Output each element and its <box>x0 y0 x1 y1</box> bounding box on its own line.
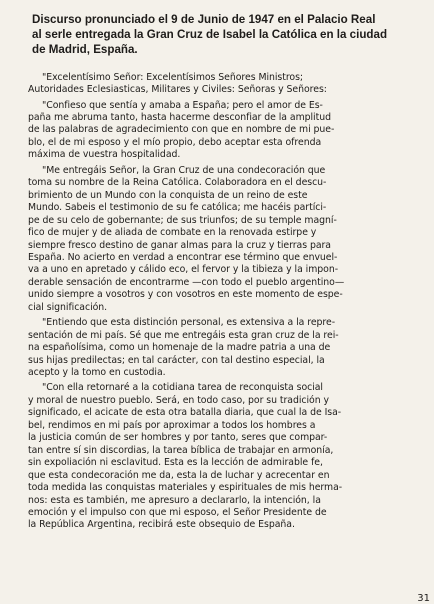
heading-line: al serle entregada la Gran Cruz de Isabel la Católica en la ciudad <box>32 28 388 42</box>
text-line: España. No acierto en verdad a encontrar ese término que envuel- <box>28 251 338 263</box>
text-line: bel, rendimos en mi país por aproximar a todos los hombres a <box>28 419 316 431</box>
text-line: acepto y la tomo en custodia. <box>28 367 166 379</box>
text-line: Mundo. Sabeis el testimonio de su fe católica; me hacéis partíci- <box>28 202 327 214</box>
text-line: Autoridades Eclesiasticas, Militares y Civiles: Señoras y Señores: <box>28 84 327 96</box>
text-line: pe de su celo de gobernante; de sus triunfos; de su temple magní- <box>28 214 337 226</box>
text-line: y moral de nuestro pueblo. Será, en todo caso, por su tradición y <box>28 394 329 406</box>
text-line: paña me abruma tanto, hasta hacerme desconfiar de la amplitud <box>28 111 331 123</box>
text-line: sin expoliación ni esclavitud. Esta es la lección de admirable fe, <box>28 457 323 469</box>
page-number: 31 <box>417 593 430 604</box>
text-line: blo, el de mi esposo y el mío propio, debo aceptar esta ofrenda <box>28 136 322 148</box>
text-line: la justicia común de ser hombres y por tanto, seres que compar- <box>28 432 328 444</box>
heading-line: de Madrid, España. <box>32 43 138 57</box>
text-line: significado, el acicate de esta otra batalla diaria, que cual la de Isa- <box>28 407 342 419</box>
paragraph-salutation <box>28 72 420 97</box>
text-line: máxima de vuestra hospitalidad. <box>28 149 181 161</box>
text-line: la República Argentina, recibirá este obsequio de España. <box>28 519 295 531</box>
text-line: fico de mujer y de aliada de combate en la renovada estirpe y <box>28 227 317 239</box>
text-line: "Excelentísimo Señor: Excelentísimos Señores Ministros; <box>42 71 304 83</box>
text-line: sus hijas predilectas; en tal carácter, con tal destino especial, la <box>28 354 325 366</box>
speech-heading <box>32 12 420 58</box>
text-line: cial significación. <box>28 301 108 313</box>
paragraph-gran-cruz <box>28 165 420 314</box>
text-line: tan entre sí sin discordias, la tarea bíblica de trabajar en armonía, <box>28 444 334 456</box>
text-line: brimiento de un Mundo con la conquista de un reino de este <box>28 189 308 201</box>
text-line: na españolísima, como un homenaje de la madre patria a una de <box>28 342 331 354</box>
text-line: siempre fresco destino de ganar almas para la cruz y tierras para <box>28 239 331 251</box>
paragraph-return <box>28 382 420 531</box>
text-line: va a uno en apretado y cálido eco, el fervor y la tibieza y la impon- <box>28 264 339 276</box>
text-line: que esta condecoración me da, esta la de luchar y acrecentar en <box>28 469 330 481</box>
text-line: derable sensación de encontrarme —con todo el pueblo argentino— <box>28 276 345 288</box>
text-line: "Entiendo que esta distinción personal, es extensiva a la repre- <box>42 317 336 329</box>
text-line: de las palabras de agradecimiento con que en nombre de mi pue- <box>28 124 335 136</box>
text-line: sentación de mi país. Sé que me entregáis esta gran cruz de la rei- <box>28 329 339 341</box>
text-line: toda medida las conquistas materiales y espirituales de mis herma- <box>28 482 343 494</box>
paragraph-distinction <box>28 317 420 379</box>
text-line: toma su nombre de la Reina Católica. Colaboradora en el descu- <box>28 177 327 189</box>
text-line: emoción y el impulso con que mi esposo, el Señor Presidente de <box>28 507 327 519</box>
text-line: "Confieso que sentía y amaba a España; pero el amor de Es- <box>42 99 323 111</box>
heading-line: Discurso pronunciado el 9 de Junio de 1947 en el Palacio Real <box>32 13 376 26</box>
text-line: "Con ella retornaré a la cotidiana tarea de reconquista social <box>42 382 323 394</box>
text-line: "Me entregáis Señor, la Gran Cruz de una condecoración que <box>42 164 326 176</box>
text-line: unido siempre a vosotros y con vosotros en este momento de espe- <box>28 289 343 301</box>
text-line: nos: esta es también, me apresuro a declararlo, la intención, la <box>28 494 321 506</box>
paragraph-confession <box>28 100 420 162</box>
